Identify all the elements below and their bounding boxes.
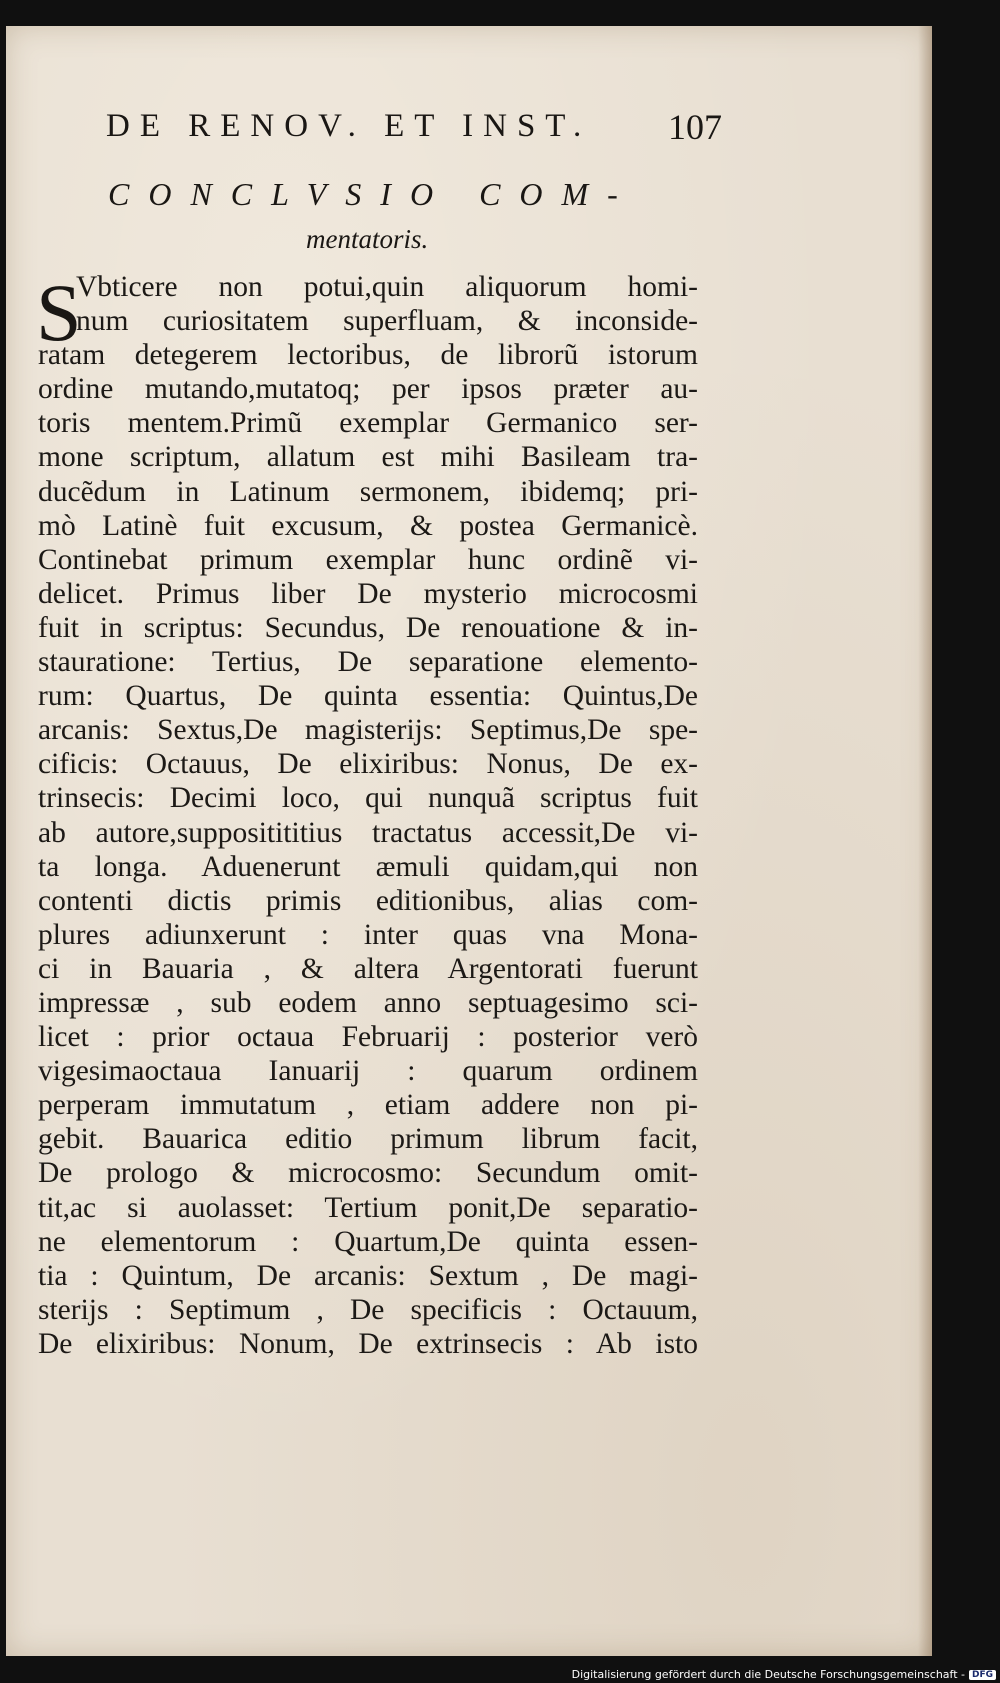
text-line: plures adiunxerunt : inter quas vna Mona-	[38, 918, 698, 951]
text-line: tit,ac si auolasset: Tertium ponit,De separatio-	[38, 1191, 698, 1224]
text-line: De elixiribus: Nonum, De extrinsecis : Ab isto	[38, 1327, 698, 1360]
text-line: perperam immutatum , etiam addere non pi-	[38, 1089, 698, 1122]
text-line: sterijs : Septimum , De specificis : Octauum,	[38, 1293, 698, 1326]
text-line: mò Latinè fuit excusum, & postea Germanicè.	[38, 509, 698, 542]
footer-text: Digitalisierung gefördert durch die Deutsche Forschungsgemeinschaft -	[571, 1668, 965, 1681]
page-number: 107	[668, 107, 722, 147]
book-page	[6, 26, 932, 1656]
dfg-logo: DFG	[969, 1670, 996, 1680]
text-line: rum: Quartus, De quinta essentia: Quintus,De	[38, 680, 698, 713]
text-line: ducẽdum in Latinum sermonem, ibidemq; pri-	[38, 475, 698, 508]
page-edge-shadow	[918, 26, 932, 1656]
text-line: Continebat primum exemplar hunc ordinẽ vi-	[38, 543, 698, 576]
text-line: cificis: Octauus, De elixiribus: Nonus, De ex-	[38, 748, 698, 781]
text-line: contenti dictis primis editionibus, alias com-	[38, 884, 698, 917]
section-title: CONCLVSIO COM-	[108, 176, 637, 212]
text-line: ta longa. Aduenerunt æmuli quidam,qui non	[38, 850, 698, 883]
section-subtitle: mentatoris.	[306, 224, 429, 254]
text-line: De prologo & microcosmo: Secundum omit-	[38, 1157, 698, 1190]
text-line: arcanis: Sextus,De magisterijs: Septimus,De spe-	[38, 714, 698, 747]
text-line: mone scriptum, allatum est mihi Basileam tra-	[38, 441, 698, 474]
drop-cap: S	[36, 267, 82, 358]
text-line: toris mentem.Primũ exemplar Germanico ser-	[38, 407, 698, 440]
text-line: tia : Quintum, De arcanis: Sextum , De magi-	[38, 1259, 698, 1292]
text-line: ne elementorum : Quartum,De quinta essen-	[38, 1225, 698, 1258]
text-line: num curiositatem superfluam, & inconside-	[76, 305, 698, 338]
text-line: impressæ , sub eodem anno septuagesimo sci-	[38, 986, 698, 1019]
running-head: DE RENOV. ET INST.	[106, 108, 592, 144]
text-line: ordine mutando,mutatoq; per ipsos præter au-	[38, 373, 698, 406]
digitization-credit	[572, 1668, 996, 1681]
text-line: ab autore,suppositititius tractatus accessit,De vi-	[38, 816, 698, 849]
text-line: trinsecis: Decimi loco, qui nunquã scriptus fuit	[38, 782, 698, 815]
text-line: vigesimaoctaua Ianuarij : quarum ordinem	[38, 1055, 698, 1088]
text-line: ratam detegerem lectoribus, de librorũ istorum	[38, 339, 698, 372]
text-line: delicet. Primus liber De mysterio microcosmi	[38, 577, 698, 610]
text-line: licet : prior octaua Februarij : posterior verò	[38, 1021, 698, 1054]
text-line: Vbticere non potui,quin aliquorum homi-	[76, 271, 698, 303]
text-line: stauratione: Tertius, De separatione elemento-	[38, 646, 698, 679]
body-text	[36, 267, 698, 1361]
text-line: fuit in scriptus: Secundus, De renouatione & in-	[38, 611, 698, 644]
text-line: gebit. Bauarica editio primum librum facit,	[38, 1123, 698, 1156]
text-line: ci in Bauaria , & altera Argentorati fuerunt	[38, 952, 698, 985]
